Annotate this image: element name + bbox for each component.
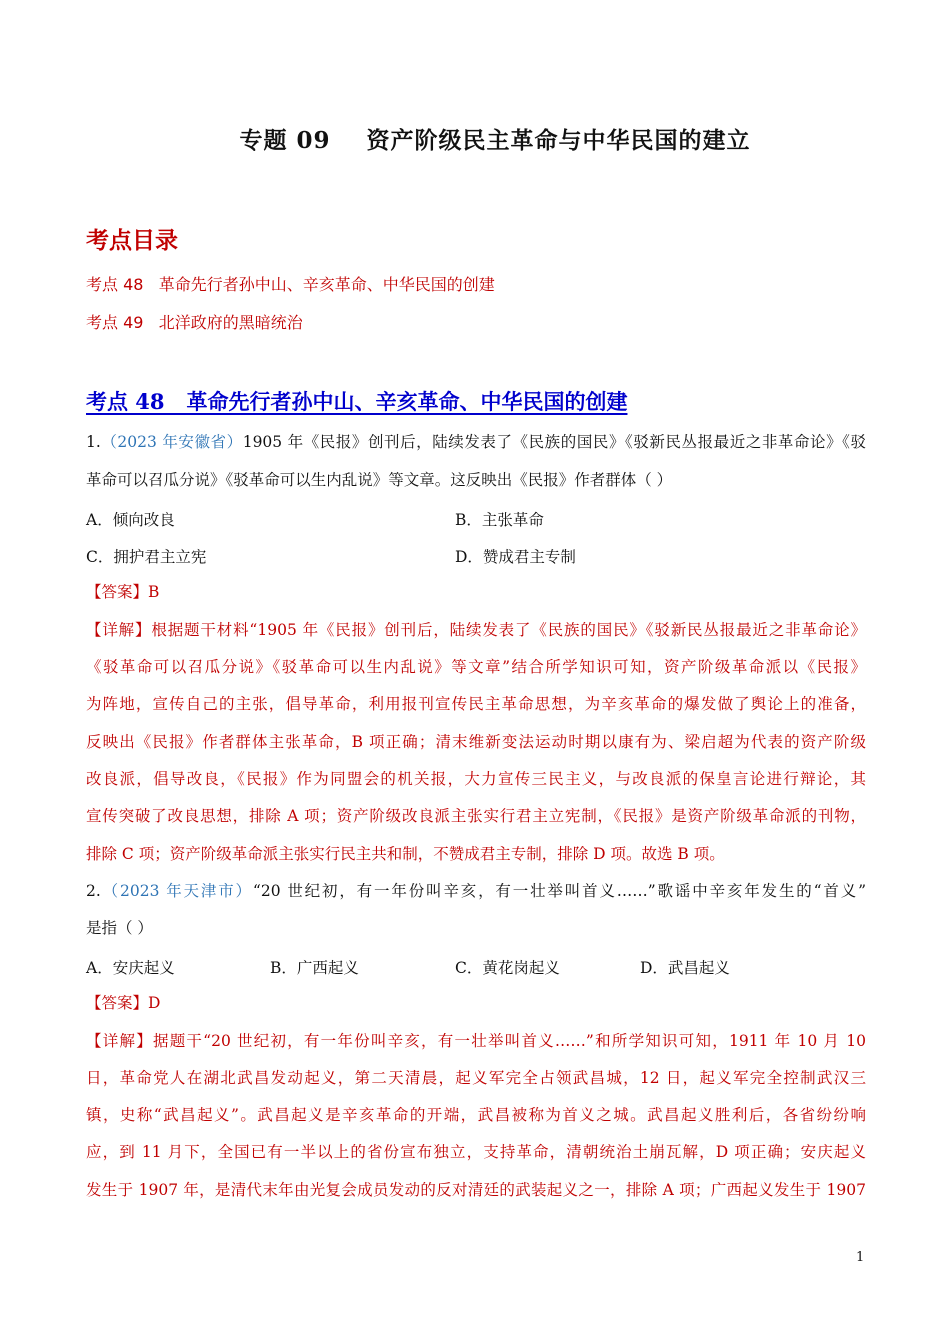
q2-analysis-text-1: 据题干“20 世纪初，有一年份叫辛亥，有一壮举叫首义……”和所学知识可知，1911 年 10 月 10 <box>152 1032 866 1050</box>
q1-answer <box>86 582 866 602</box>
q2-analysis-label: 【详解】 <box>86 1032 153 1050</box>
q2-option-a: A．安庆起义 <box>86 959 175 977</box>
q2-analysis-line-1 <box>86 1031 866 1051</box>
q1-stem-line-2: 革命可以召瓜分说》《驳革命可以生内乱说》等文章。这反映出《民报》作者群体（ ） <box>86 471 673 489</box>
q1-stem-line-1 <box>86 432 866 452</box>
q2-option-c: C．黄花岗起义 <box>455 959 560 977</box>
section-heading-48[interactable]: 考点 48 革命先行者孙中山、辛亥革命、中华民国的创建 <box>86 389 628 414</box>
q2-answer-value: D <box>148 994 161 1012</box>
q1-option-c: C．拥护君主立宪 <box>86 548 207 566</box>
page-title: 专题 09 资产阶级民主革命与中华民国的建立 <box>239 127 751 154</box>
q1-analysis-line-4: 反映出《民报》作者群体主张革命，B 项正确；清末维新变法运动时期以康有为、梁启超为代表的资产阶级 <box>86 733 866 751</box>
q1-option-a: A．倾向改良 <box>86 511 175 529</box>
q2-option-b: B．广西起义 <box>270 959 359 977</box>
q1-option-d: D．赞成君主专制 <box>455 548 576 566</box>
q1-number: 1. <box>86 433 101 451</box>
toc-heading: 考点目录 <box>86 228 178 254</box>
q2-answer-label: 【答案】 <box>86 994 149 1012</box>
page-number: 1 <box>856 1250 865 1265</box>
q1-stem-text-1: 1905 年《民报》创刊后，陆续发表了《民族的国民》《驳新民丛报最近之非革命论》《驳 <box>242 433 866 451</box>
q1-analysis-line-2: 《驳革命可以召瓜分说》《驳革命可以生内乱说》等文章”结合所学知识可知，资产阶级革命派以《民报》 <box>86 658 866 676</box>
q2-analysis-line-2: 日，革命党人在湖北武昌发动起义，第二天清晨，起义军完全占领武昌城，12 日，起义军完全控制武汉三 <box>86 1069 866 1087</box>
toc-item-48[interactable]: 考点 48 革命先行者孙中山、辛亥革命、中华民国的创建 <box>86 275 495 294</box>
toc-item-49[interactable]: 考点 49 北洋政府的黑暗统治 <box>86 313 303 332</box>
q1-analysis-line-5: 改良派，倡导改良，《民报》作为同盟会的机关报，大力宣传三民主义，与改良派的保皇言论进行辩论，其 <box>86 770 866 788</box>
q2-analysis-line-4: 应，到 11 月下，全国已有一半以上的省份宣布独立，支持革命，清朝统治土崩瓦解，D 项正确；安庆起义 <box>86 1143 866 1161</box>
q2-stem-line-1 <box>86 881 866 901</box>
q2-option-d: D．武昌起义 <box>640 959 730 977</box>
q1-option-b: B．主张革命 <box>455 511 544 529</box>
q2-source: （2023 年天津市） <box>100 882 253 900</box>
q1-analysis-label: 【详解】 <box>86 621 152 639</box>
q1-analysis-line-7: 排除 C 项；资产阶级革命派主张实行民主共和制，不赞成君主专制，排除 D 项。故选 B 项。 <box>86 845 725 863</box>
q2-stem-text-1: “20 世纪初，有一年份叫辛亥，有一壮举叫首义……”歌谣中辛亥年发生的“首义” <box>252 882 866 900</box>
q1-analysis-line-6: 宣传突破了改良思想，排除 A 项；资产阶级改良派主张实行君主立宪制，《民报》是资产阶级革命派的刊物， <box>86 807 866 825</box>
q1-analysis-text-1: 根据题干材料“1905 年《民报》创刊后，陆续发表了《民族的国民》《驳新民丛报最近之非革命论》 <box>151 621 866 639</box>
q2-stem-line-2: 是指（ ） <box>86 919 153 937</box>
q1-answer-label: 【答案】 <box>86 583 149 601</box>
q1-answer-value: B <box>148 583 160 601</box>
q2-analysis-line-3: 镇，史称“武昌起义”。武昌起义是辛亥革命的开端，武昌被称为首义之城。武昌起义胜利后，各省纷纷响 <box>86 1106 866 1124</box>
q2-number: 2. <box>86 882 101 900</box>
q1-analysis-line-1 <box>86 620 866 640</box>
q1-analysis-line-3: 为阵地，宣传自己的主张，倡导革命，利用报刊宣传民主革命思想，为辛亥革命的爆发做了舆论上的准备， <box>86 695 866 713</box>
q2-answer <box>86 993 866 1013</box>
q2-analysis-line-5: 发生于 1907 年，是清代末年由光复会成员发动的反对清廷的武装起义之一，排除 A 项；广西起义发生于 1907 <box>86 1181 866 1199</box>
q1-source: （2023 年安徽省） <box>100 433 243 451</box>
